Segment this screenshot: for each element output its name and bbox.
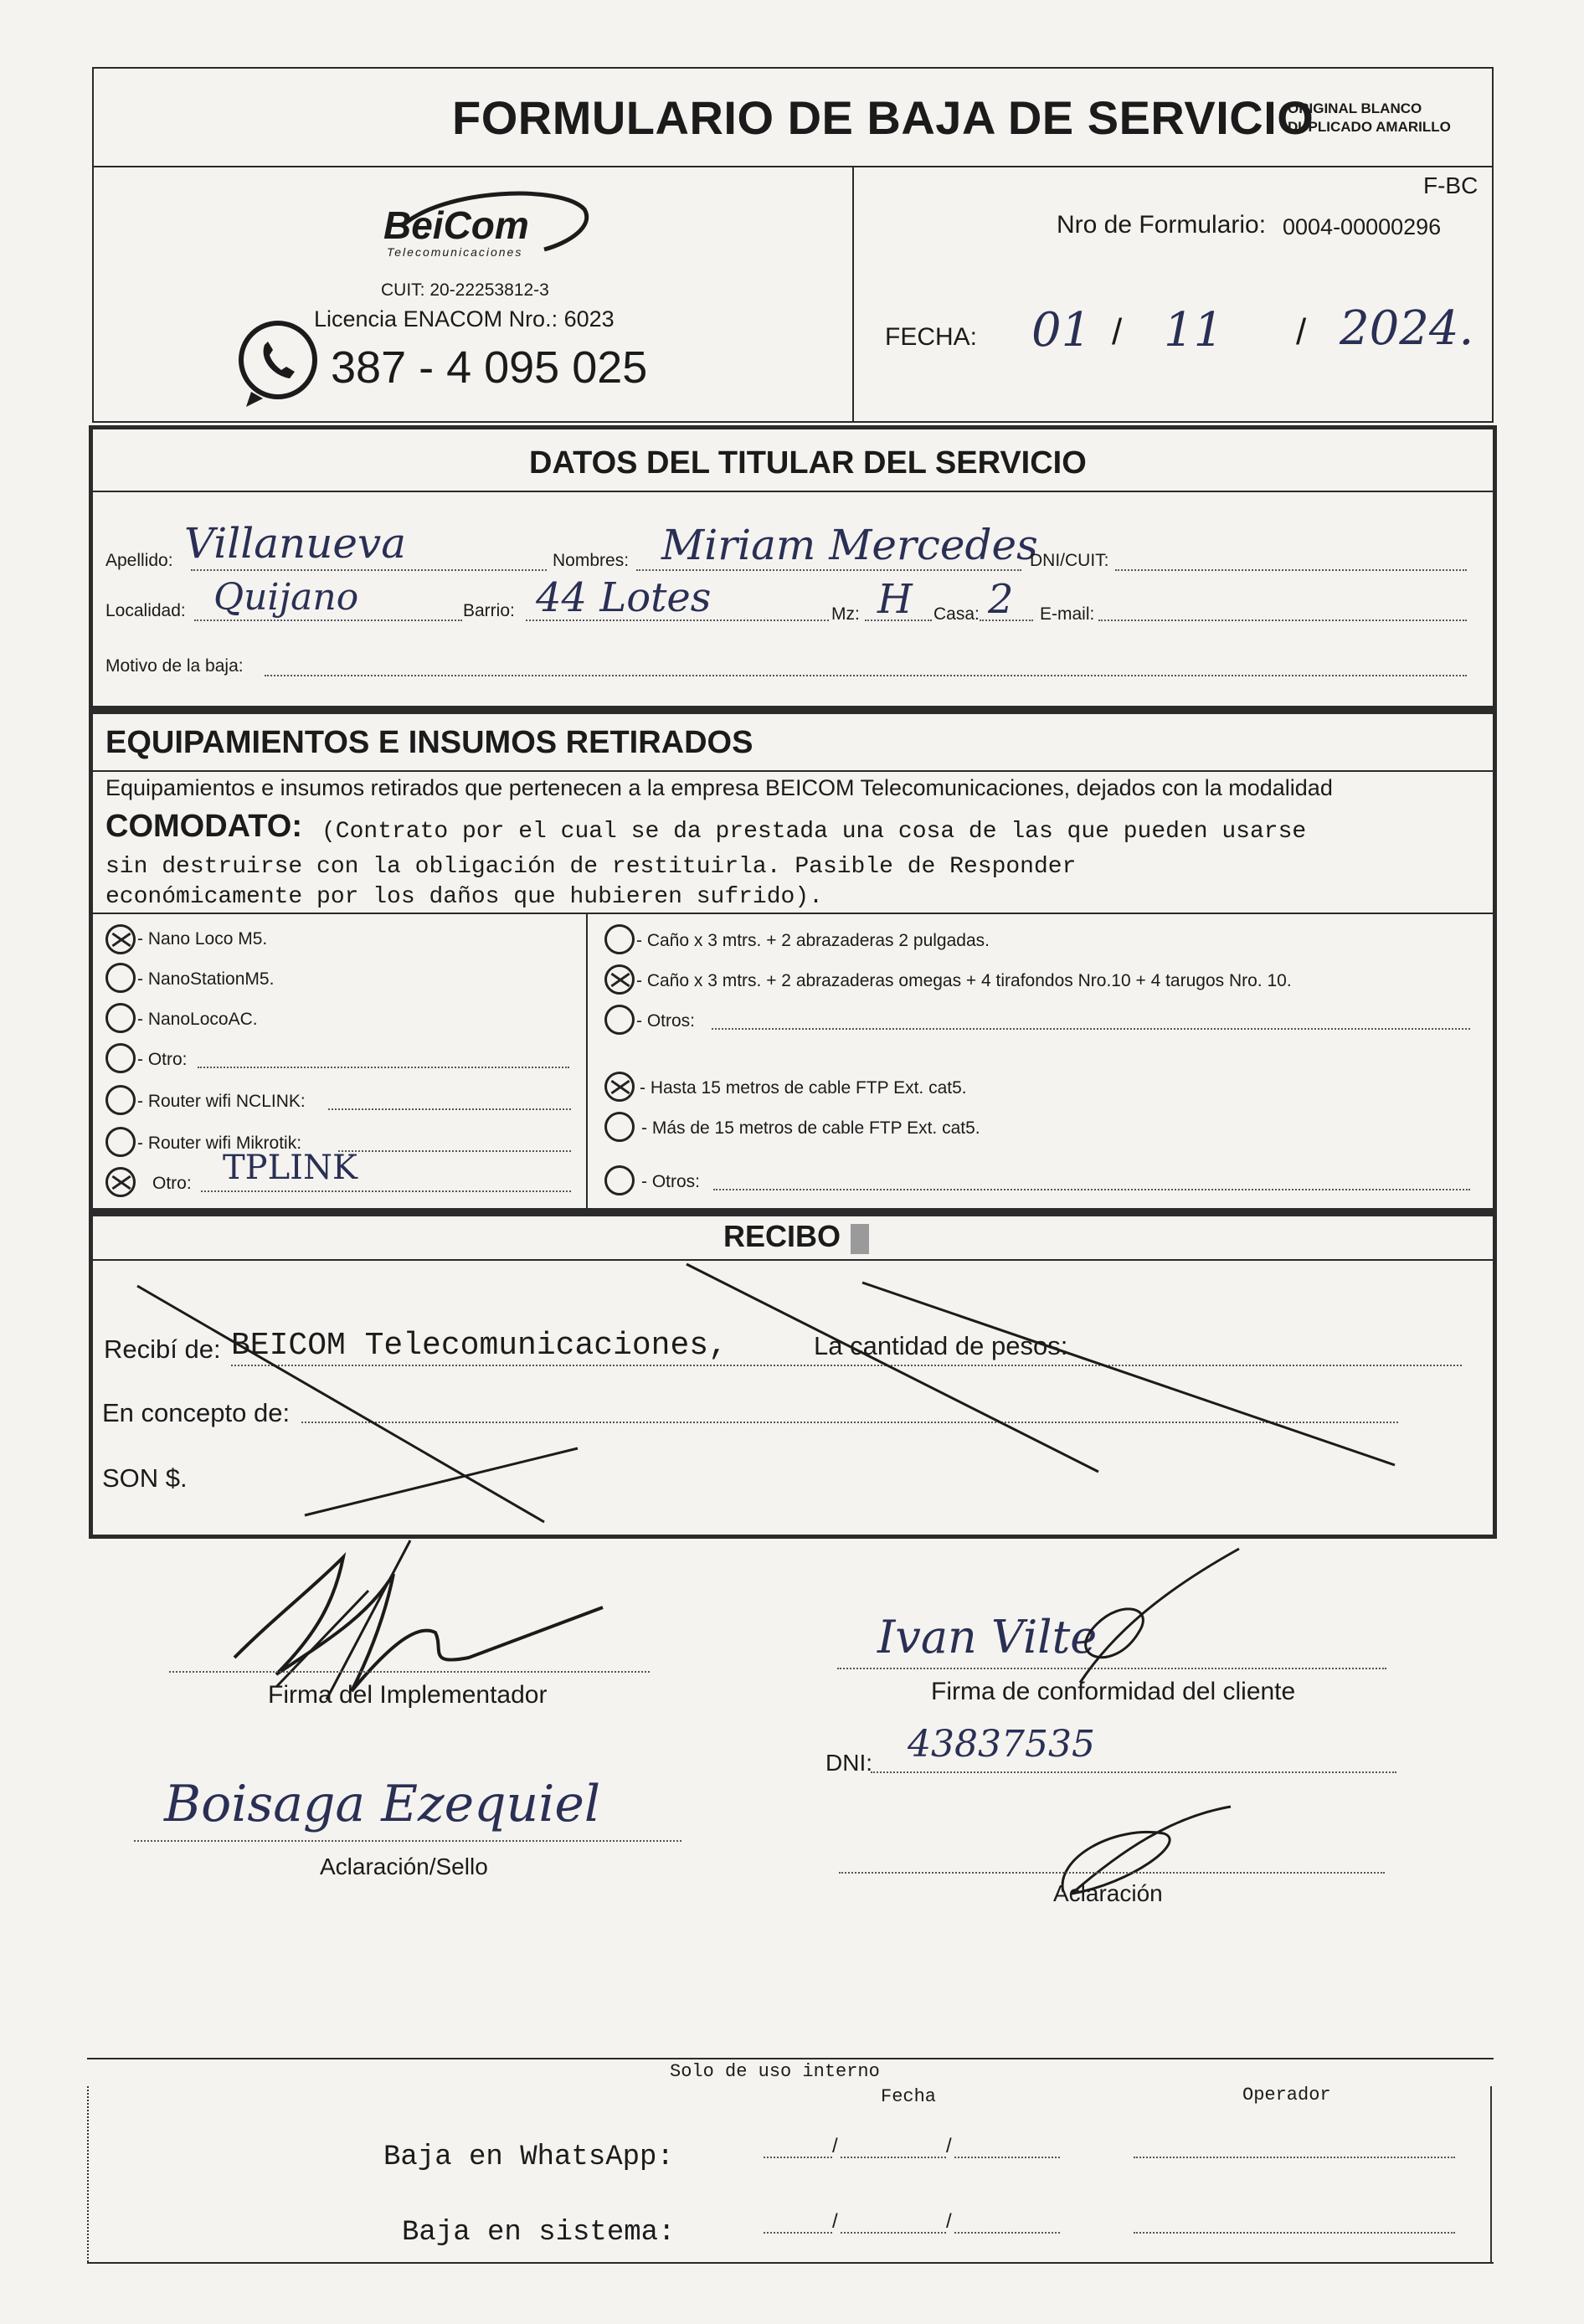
item-otro-2: Otro:	[152, 1174, 192, 1193]
comodato-label: COMODATO:	[105, 809, 303, 844]
company-logo-subtitle: Telecomunicaciones	[387, 245, 523, 259]
equipment-intro: Equipamientos e insumos retirados que pertenecen a la empresa BEICOM Telecomunicaciones, dejados con la modalidad	[105, 775, 1333, 800]
whatsapp-date-slash-1: /	[832, 2135, 838, 2157]
strike-line-4	[862, 1283, 1395, 1465]
sistema-operator-line[interactable]	[1134, 2232, 1455, 2234]
item-router-mikrotik: - Router wifi Mikrotik:	[137, 1134, 302, 1153]
copy-note-duplicate: DUPLICADO AMARILLO	[1288, 119, 1451, 135]
sistema-date-day[interactable]	[764, 2232, 832, 2234]
holder-section-title: DATOS DEL TITULAR DEL SERVICIO	[529, 445, 1087, 481]
item-cable-mas-15: - Más de 15 metros de cable FTP Ext. cat5.	[641, 1118, 980, 1138]
email-label: E-mail:	[1040, 604, 1095, 624]
whatsapp-date-month[interactable]	[841, 2157, 946, 2158]
comodato-text-2: sin destruirse con la obligación de restituirla. Pasible de Responder	[105, 854, 1077, 880]
barrio-field[interactable]: 44 Lotes	[536, 574, 712, 621]
internal-fecha-column: Fecha	[881, 2086, 937, 2107]
client-dni-line	[871, 1771, 1396, 1773]
whatsapp-date-day[interactable]	[764, 2157, 832, 2158]
client-signature-flourish	[963, 1532, 1247, 1699]
internal-title: Solo de uso interno	[670, 2061, 880, 2082]
item-nanoloco-ac: - NanoLocoAC.	[137, 1010, 258, 1029]
internal-row-sistema: Baja en sistema:	[402, 2217, 676, 2249]
casa-label: Casa:	[933, 604, 980, 624]
localidad-field[interactable]: Quijano	[213, 576, 359, 619]
internal-row-whatsapp: Baja en WhatsApp:	[383, 2141, 674, 2173]
date-label: FECHA:	[885, 323, 978, 351]
concept-label: En concepto de:	[102, 1398, 291, 1427]
item-cable-hasta-15: - Hasta 15 metros de cable FTP Ext. cat5.	[640, 1078, 967, 1098]
equipment-section-title: EQUIPAMIENTOS E INSUMOS RETIRADOS	[105, 725, 753, 760]
client-clarification-label: Aclaración	[1053, 1880, 1163, 1906]
whatsapp-operator-line[interactable]	[1134, 2157, 1455, 2158]
internal-top-divider	[87, 2058, 1494, 2059]
apellido-label: Apellido:	[105, 551, 173, 570]
sistema-date-slash-2: /	[946, 2210, 952, 2233]
client-dni-value[interactable]: 43837535	[908, 1723, 1095, 1766]
item-nano-loco-m5: - Nano Loco M5.	[137, 929, 268, 949]
mz-field[interactable]: H	[877, 576, 913, 623]
son-label: SON $.	[102, 1463, 188, 1493]
motivo-label: Motivo de la baja:	[105, 656, 244, 676]
internal-bottom-divider	[87, 2262, 1494, 2264]
implementer-label: Firma del Implementador	[268, 1681, 548, 1709]
date-year[interactable]: 2024.	[1340, 301, 1474, 356]
implementer-name[interactable]: Boisaga Ezequiel	[164, 1775, 601, 1833]
otro-2-value[interactable]: TPLINK	[223, 1149, 357, 1187]
internal-box-right-border	[1490, 2086, 1492, 2262]
item-otro-1: - Otro:	[137, 1050, 188, 1069]
form-number: 0004-00000296	[1283, 214, 1442, 239]
sistema-date-month[interactable]	[841, 2232, 946, 2234]
receipt-section-title: RECIBO	[723, 1219, 841, 1253]
client-signature-line	[837, 1668, 1386, 1669]
barrio-label: Barrio:	[463, 601, 515, 620]
sistema-date-year[interactable]	[954, 2232, 1060, 2234]
received-from-label: Recibí de:	[104, 1334, 221, 1364]
form-number-label: Nro de Formulario:	[1057, 211, 1267, 239]
sistema-date-slash-1: /	[832, 2210, 838, 2233]
item-otros-1: - Otros:	[636, 1011, 696, 1031]
item-router-nclink: - Router wifi NCLINK:	[137, 1092, 306, 1111]
item-otros-2: - Otros:	[641, 1172, 701, 1191]
client-signature[interactable]: Ivan Vilte	[877, 1611, 1098, 1663]
mz-label: Mz:	[831, 604, 860, 624]
client-conformity-label: Firma de conformidad del cliente	[931, 1678, 1296, 1705]
form-code: F-BC	[1423, 172, 1479, 198]
nombres-field[interactable]: Miriam Mercedes	[661, 521, 1038, 569]
localidad-label: Localidad:	[105, 601, 186, 620]
copy-note-original: ORIGINAL BLANCO	[1288, 100, 1422, 116]
company-cuit: CUIT: 20-22253812-3	[381, 280, 549, 300]
dni-cuit-label: DNI/CUIT:	[1030, 551, 1109, 570]
internal-box-left-border	[87, 2086, 89, 2262]
client-dni-label: DNI:	[825, 1750, 872, 1776]
date-slash-1: /	[1112, 311, 1123, 352]
strike-line-3	[687, 1264, 1098, 1472]
date-slash-2: /	[1296, 311, 1307, 352]
company-phone: 387 - 4 095 025	[331, 342, 648, 393]
strike-line-2	[305, 1448, 578, 1515]
implementer-signature-line[interactable]	[169, 1671, 650, 1673]
amount-label: La cantidad de pesos:	[814, 1331, 1068, 1360]
apellido-field[interactable]: Villanueva	[184, 519, 407, 568]
comodato-text-1: (Contrato por el cual se da prestada una cosa de las que pueden usarse	[321, 819, 1307, 845]
company-logo-text: BeiCom	[383, 203, 529, 247]
nombres-label: Nombres:	[553, 551, 630, 570]
clarification-seal-line	[134, 1840, 681, 1842]
strike-line-1	[137, 1286, 544, 1522]
date-month[interactable]: 11	[1164, 303, 1224, 357]
item-nanostation-m5: - NanoStationM5.	[137, 969, 275, 989]
whatsapp-date-year[interactable]	[954, 2157, 1060, 2158]
item-cano-omegas: - Caño x 3 mtrs. + 2 abrazaderas omegas + 4 tirafondos Nro.10 + 4 tarugos Nro. 10.	[636, 971, 1292, 990]
date-day[interactable]: 01	[1031, 303, 1092, 357]
received-from-value: BEICOM Telecomunicaciones,	[231, 1328, 728, 1364]
whatsapp-date-slash-2: /	[946, 2135, 952, 2157]
comodato-text-3: económicamente por los daños que hubieren sufrido).	[105, 884, 823, 910]
internal-operador-column: Operador	[1242, 2085, 1331, 2105]
clarification-seal-label: Aclaración/Sello	[320, 1854, 488, 1879]
company-license: Licencia ENACOM Nro.: 6023	[314, 306, 615, 332]
form-title: FORMULARIO DE BAJA DE SERVICIO	[452, 91, 1314, 144]
item-cano-2-pulgadas: - Caño x 3 mtrs. + 2 abrazaderas 2 pulgadas.	[636, 931, 990, 950]
casa-field[interactable]: 2	[988, 576, 1014, 623]
client-clarification-line[interactable]	[839, 1872, 1385, 1874]
